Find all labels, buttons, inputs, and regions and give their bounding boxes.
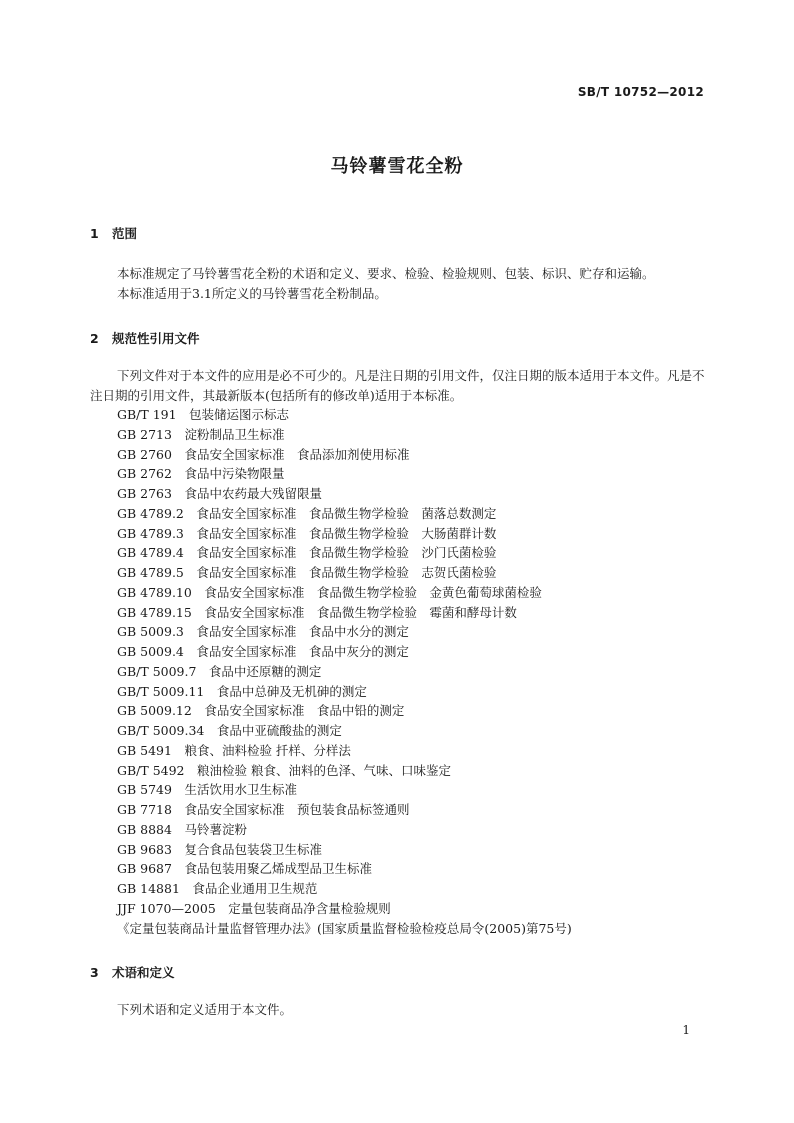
reference-item: 《定量包装商品计量监督管理办法》(国家质量监督检验检疫总局令(2005)第75号)	[117, 920, 572, 936]
reference-item: GB 4789.15 食品安全国家标准 食品微生物学检验 霉菌和酵母计数	[117, 604, 517, 620]
reference-item: GB/T 5009.7 食品中还原糖的测定	[117, 663, 322, 679]
reference-item: GB 14881 食品企业通用卫生规范	[117, 881, 318, 896]
section-number: 3	[90, 965, 99, 980]
reference-item: GB 5009.12 食品安全国家标准 食品中铅的测定	[117, 703, 405, 719]
standard-code: SB/T 10752—2012	[577, 85, 704, 99]
reference-item: GB 9683 复合食品包装袋卫生标准	[117, 841, 322, 857]
scope-paragraph-1: 本标准规定了马铃薯雪花全粉的术语和定义、要求、检验、检验规则、包装、标识、贮存和运输。	[117, 266, 655, 281]
section-title: 术语和定义	[112, 965, 175, 980]
section-heading-normative-references	[90, 329, 200, 347]
section-heading-scope	[90, 224, 137, 242]
reference-item: GB 8884 马铃薯淀粉	[117, 821, 247, 837]
references-intro-paragraph: 下列文件对于本文件的应用是必不可少的。凡是注日期的引用文件，仅注日期的版本适用于本文件。凡是不注日期的引用文件，其最新版本(包括所有的修改单)适用于本标准。	[90, 368, 705, 403]
reference-item: GB 4789.4 食品安全国家标准 食品微生物学检验 沙门氏菌检验	[117, 545, 497, 561]
reference-item: GB 5749 生活饮用水卫生标准	[117, 782, 297, 798]
reference-item: GB 4789.2 食品安全国家标准 食品微生物学检验 菌落总数测定	[117, 505, 497, 521]
document-title: 马铃薯雪花全粉	[330, 156, 464, 177]
reference-item: GB 4789.5 食品安全国家标准 食品微生物学检验 志贺氏菌检验	[117, 565, 497, 580]
reference-item: GB 9687 食品包装用聚乙烯成型品卫生标准	[117, 861, 372, 877]
section-title: 范围	[112, 226, 138, 241]
terms-intro-paragraph: 下列术语和定义适用于本文件。	[117, 1002, 293, 1017]
reference-item: GB 4789.10 食品安全国家标准 食品微生物学检验 金黄色葡萄球菌检验	[117, 584, 542, 600]
reference-item: JJF 1070—2005 定量包装商品净含量检验规则	[117, 900, 391, 916]
reference-item: GB/T 191 包装储运图示标志	[117, 407, 290, 422]
reference-item: GB 5009.3 食品安全国家标准 食品中水分的测定	[117, 624, 409, 640]
reference-item: GB/T 5009.34 食品中亚硫酸盐的测定	[117, 723, 342, 738]
scope-paragraph-2: 本标准适用于3.1所定义的马铃薯雪花全粉制品。	[117, 286, 387, 301]
reference-list	[117, 405, 572, 938]
reference-item: GB 2763 食品中农药最大残留限量	[117, 486, 322, 501]
reference-item: GB 7718 食品安全国家标准 预包装食品标签通则	[117, 802, 410, 817]
reference-item: GB/T 5009.11 食品中总砷及无机砷的测定	[117, 683, 367, 699]
reference-item: GB 5491 粮食、油料检验 扦样、分样法	[117, 742, 351, 758]
reference-item: GB 2760 食品安全国家标准 食品添加剂使用标准	[117, 446, 410, 462]
reference-item: GB 5009.4 食品安全国家标准 食品中灰分的测定	[117, 644, 409, 659]
reference-item: GB 2713 淀粉制品卫生标准	[117, 426, 285, 442]
reference-item: GB/T 5492 粮油检验 粮食、油料的色泽、气味、口味鉴定	[117, 762, 451, 778]
page-number: 1	[682, 1023, 690, 1037]
section-heading-terms	[90, 963, 175, 981]
section-number: 1	[90, 226, 99, 241]
reference-item: GB 4789.3 食品安全国家标准 食品微生物学检验 大肠菌群计数	[117, 525, 497, 541]
section-number: 2	[90, 331, 99, 346]
reference-item: GB 2762 食品中污染物限量	[117, 466, 285, 482]
section-title: 规范性引用文件	[112, 331, 200, 346]
